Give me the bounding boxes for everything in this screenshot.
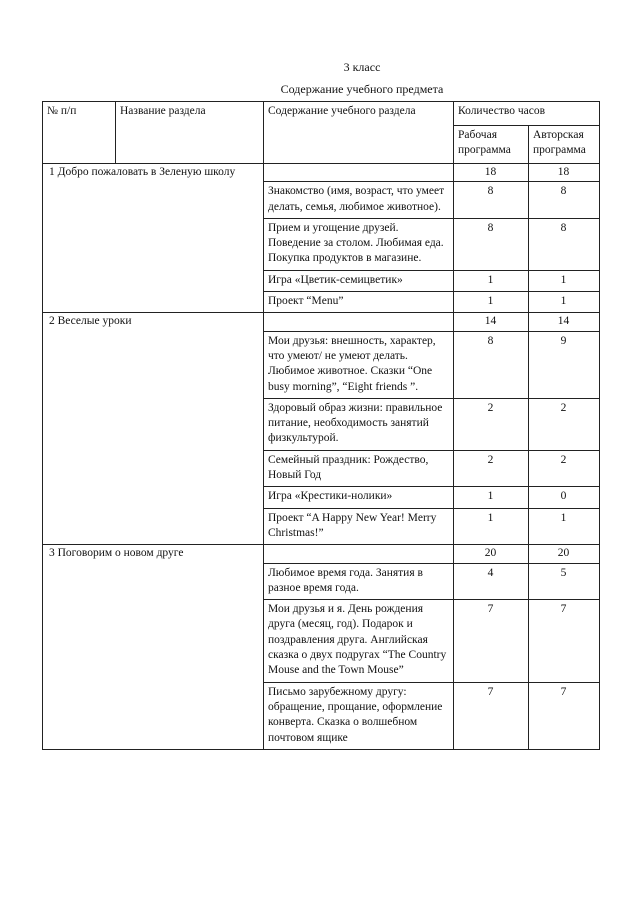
curriculum-table [42, 101, 600, 750]
topic-work-hours: 1 [454, 270, 529, 291]
topic-work-hours: 8 [454, 331, 529, 398]
document-subtitle: Содержание учебного предмета [280, 82, 444, 96]
col-header-no: № п/п [43, 102, 116, 164]
section-work-hours: 14 [454, 313, 529, 331]
topic-work-hours: 1 [454, 487, 529, 508]
topic-author-hours: 9 [529, 331, 600, 398]
topic-author-hours: 1 [529, 270, 600, 291]
section-title: 1 Добро пожаловать в Зеленую школу [43, 164, 264, 313]
topic-work-hours: 8 [454, 218, 529, 270]
topic-text: Здоровый образ жизни: правильное питание, необходимость занятий физкультурой. [264, 398, 454, 450]
col-header-section: Название раздела [116, 102, 264, 164]
topic-work-hours: 2 [454, 398, 529, 450]
header-row [43, 102, 600, 126]
col-header-content: Содержание учебного раздела [264, 102, 454, 164]
topic-author-hours: 7 [529, 682, 600, 749]
topic-text: Письмо зарубежному другу: обращение, прощание, оформление конверта. Сказка о волшебном почтовом ящике [264, 682, 454, 749]
topic-text: Игра «Крестики-нолики» [264, 487, 454, 508]
topic-text: Мои друзья и я. День рождения друга (месяц, год). Подарок и поздравления друга. Английская сказка о двух подругах “The Country Mouse and the Town Mouse” [264, 600, 454, 682]
col-header-hours: Количество часов [454, 102, 600, 126]
topic-text: Знакомство (имя, возраст, что умеет делать, семья, любимое животное). [264, 182, 454, 219]
topic-author-hours: 5 [529, 563, 600, 600]
topic-work-hours: 1 [454, 508, 529, 545]
section-row [43, 164, 600, 182]
col-header-author: Авторская программа [529, 126, 600, 164]
topic-author-hours: 8 [529, 218, 600, 270]
topic-work-hours: 2 [454, 450, 529, 487]
topic-author-hours: 1 [529, 508, 600, 545]
topic-work-hours: 1 [454, 292, 529, 313]
section-work-hours: 20 [454, 545, 529, 563]
topic-work-hours: 7 [454, 600, 529, 682]
topic-work-hours: 7 [454, 682, 529, 749]
col-header-work: Рабочая программа [454, 126, 529, 164]
topic-author-hours: 2 [529, 450, 600, 487]
topic-author-hours: 7 [529, 600, 600, 682]
section-author-hours: 14 [529, 313, 600, 331]
topic-author-hours: 0 [529, 487, 600, 508]
section-author-hours: 18 [529, 164, 600, 182]
section-content-cell [264, 545, 454, 563]
topic-work-hours: 8 [454, 182, 529, 219]
section-content-cell [264, 313, 454, 331]
section-author-hours: 20 [529, 545, 600, 563]
section-row [43, 313, 600, 331]
grade-title: 3 класс [343, 60, 381, 74]
topic-text: Игра «Цветик-семицветик» [264, 270, 454, 291]
topic-text: Мои друзья: внешность, характер, что умеют/ не умеют делать. Любимое животное. Сказки “One busy morning”, “Eight friends ”. [264, 331, 454, 398]
topic-author-hours: 8 [529, 182, 600, 219]
topic-text: Прием и угощение друзей. Поведение за столом. Любимая еда. Покупка продуктов в магазине. [264, 218, 454, 270]
section-content-cell [264, 164, 454, 182]
topic-text: Семейный праздник: Рождество, Новый Год [264, 450, 454, 487]
topic-author-hours: 1 [529, 292, 600, 313]
topic-text: Проект “A Happy New Year! Merry Christmas!” [264, 508, 454, 545]
topic-author-hours: 2 [529, 398, 600, 450]
section-work-hours: 18 [454, 164, 529, 182]
section-title: 2 Веселые уроки [43, 313, 264, 545]
topic-work-hours: 4 [454, 563, 529, 600]
topic-text: Любимое время года. Занятия в разное время года. [264, 563, 454, 600]
section-row [43, 545, 600, 563]
section-title: 3 Поговорим о новом друге [43, 545, 264, 750]
topic-text: Проект “Menu” [264, 292, 454, 313]
